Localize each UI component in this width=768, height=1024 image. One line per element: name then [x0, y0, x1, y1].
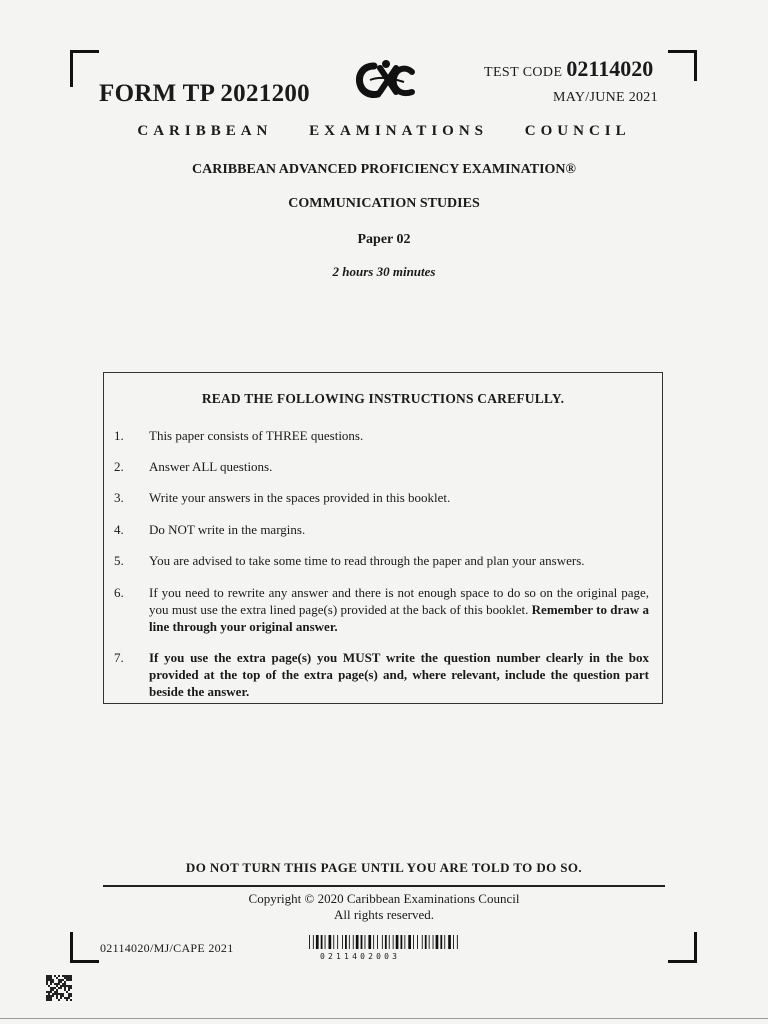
instruction-text: Answer ALL questions. — [149, 459, 273, 474]
instruction-text: Do NOT write in the margins. — [149, 522, 306, 537]
page-bottom-edge — [0, 1018, 768, 1019]
test-code-label: TEST CODE — [484, 65, 563, 80]
barcode-number: 0211402003 — [320, 952, 401, 961]
instruction-number: 3. — [114, 490, 124, 505]
instruction-text: You are advised to take some time to read through the paper and plan your answers. — [149, 553, 585, 568]
corner-mark-bottom-left — [70, 932, 99, 963]
cxc-logo — [352, 58, 418, 102]
instruction-number: 5. — [114, 553, 124, 568]
corner-mark-top-right — [668, 50, 697, 81]
instruction-number: 4. — [114, 522, 124, 537]
instruction-text-group — [149, 584, 649, 635]
subject-name: COMMUNICATION STUDIES — [288, 196, 480, 211]
exam-duration: 2 hours 30 minutes — [332, 264, 436, 279]
do-not-turn-warning: DO NOT TURN THIS PAGE UNTIL YOU ARE TOLD TO DO SO. — [185, 860, 583, 875]
qr-code-icon — [46, 975, 72, 1001]
instruction-emphasis: Remember to draw a line through your original answer. — [149, 602, 649, 634]
paper-reference-code: 02114020/MJ/CAPE 2021 — [100, 941, 234, 955]
instruction-text: This paper consists of THREE questions. — [149, 428, 364, 443]
corner-mark-bottom-right — [668, 932, 697, 963]
test-code-number: 02114020 — [566, 56, 654, 81]
instruction-text: If you use the extra page(s) you MUST write the question number clearly in the box provided at the top of the extra page(s) and, where relevant, include the question part beside the answer. — [149, 650, 649, 699]
instruction-number: 6. — [114, 585, 124, 600]
copyright-line: Copyright © 2020 Caribbean Examinations Council — [248, 891, 520, 906]
rights-line: All rights reserved. — [333, 907, 434, 922]
instruction-number: 2. — [114, 459, 124, 474]
exam-name: CARIBBEAN ADVANCED PROFICIENCY EXAMINATION® — [192, 162, 576, 177]
test-code — [484, 56, 653, 82]
instructions-title: READ THE FOLLOWING INSTRUCTIONS CAREFULLY. — [201, 391, 565, 406]
instruction-text: If you need to rewrite any answer and there is not enough space to do so on the original page, you must use the extra lined page(s) provided at the back of this booklet. — [149, 585, 649, 617]
form-code: FORM TP 2021200 — [99, 80, 310, 107]
instruction-text: Write your answers in the spaces provided in this booklet. — [149, 490, 451, 505]
exam-session: MAY/JUNE 2021 — [553, 90, 658, 105]
footer-divider — [103, 885, 665, 887]
copyright-notice — [0, 891, 768, 923]
instruction-number: 7. — [114, 650, 124, 665]
corner-mark-top-left — [70, 50, 99, 87]
instructions-box — [103, 372, 663, 704]
instruction-number: 1. — [114, 428, 124, 443]
paper-number: Paper 02 — [357, 232, 411, 247]
council-name: CARIBBEAN EXAMINATIONS COUNCIL — [137, 123, 631, 139]
